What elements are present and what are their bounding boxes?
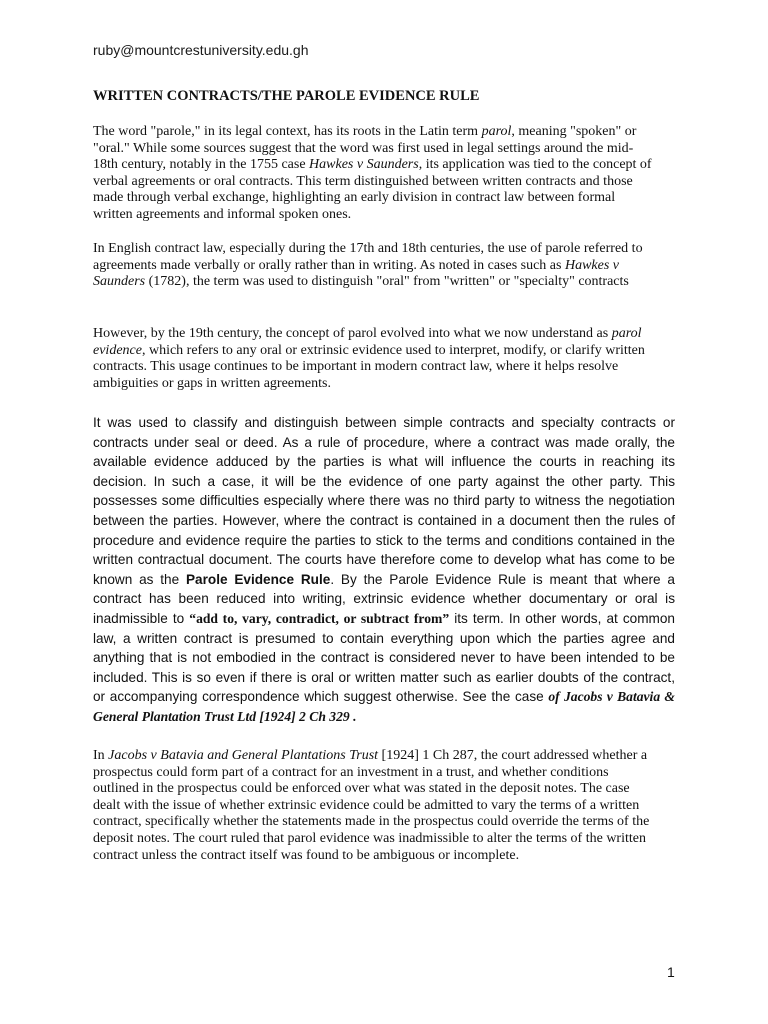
paragraph-parole-origin (93, 124, 653, 224)
text: its term. In other words, at common law, a written contract is presumed to contain everything upon which the parties agree and anything that is not embodied in the contract is considered never to have been intended to be included. This is so even if there is oral or written matter such as earlier doubts of the contract, or accompanying correspondence which suggest otherwise. See the case (93, 610, 675, 705)
text: [1924] 1 Ch 287, the court addressed whether a prospectus could form part of a contract for an investment in a trust, and whether conditions outlined in the prospectus could be enforced over what was stated in the deposit notes. The case dealt with the issue of whether extrinsic evidence could be admitted to vary the terms of a written contract, specifically whether the statements made in the prospectus could override the terms of the deposit notes. The court ruled that parol evidence was inadmissible to alter the terms of the written contract unless the contract itself was found to be ambiguous or incomplete. (93, 748, 650, 863)
paragraph-jacobs-case (93, 748, 653, 864)
paragraph-english-contract-law (93, 241, 653, 291)
paragraph-parole-evidence-rule (93, 413, 675, 727)
bold-quote: “add to, vary, contradict, or subtract from” (189, 610, 450, 626)
document-title: WRITTEN CONTRACTS/THE PAROLE EVIDENCE RULE (93, 88, 480, 104)
text: , which refers to any oral or extrinsic evidence used to interpret, modify, or clarify written contracts. This usage continues to be important in modern contract law, where it helps resolve ambiguities or gaps in written agreements. (93, 342, 645, 391)
text: , meaning "spoken" or "oral." While some sources suggest that the word was first used in legal settings around the mid-18th century, notably in the 1755 case (93, 124, 637, 173)
text: However, by the 19th century, the concept of parol evolved into what we now understand as (93, 326, 612, 341)
text: (1782), the term was used to distinguish "oral" from "written" or "specialty" contracts (145, 274, 629, 290)
case-name: Hawkes v Saunders (309, 157, 419, 173)
text: . By the Parole Evidence Rule is meant that where a contract has been reduced into writing, extrinsic evidence whether documentary or oral is inadmissible to (93, 571, 675, 626)
italic-term: parol (481, 124, 512, 139)
page-number: 1 (667, 964, 675, 980)
text: It was used to classify and distinguish between simple contracts and specialty contracts or contracts under seal or deed. As a rule of procedure, where a contract was made orally, the available evidence adduced by the parties is what will influence the courts in reaching its decision. In such a case, it will be the evidence of one party against the other party. This possesses some difficulties especially where there was no third party to witness the negotiation between the parties. However, where the contract is contained in a document then the rules of procedure and evidence require the parties to stick to the terms and conditions contained in the written contractual document. The courts have therefore come to develop what has come to be known as the (93, 415, 675, 587)
text: In (93, 748, 109, 763)
case-name: Hawkes v Saunders (93, 257, 620, 290)
case-citation: of Jacobs v Batavia & General Plantation Trust Ltd [1924] 2 Ch 329 . (93, 689, 675, 724)
italic-term: parol evidence (93, 326, 642, 358)
case-name: Jacobs v Batavia and General Plantations Trust (108, 748, 379, 763)
text: In English contract law, especially during the 17th and 18th centuries, the use of parole referred to agreements made verbally or orally rather than in writing. As noted in cases such as (93, 241, 643, 273)
header-email: ruby@mountcrestuniversity.edu.gh (93, 42, 309, 58)
bold-term: Parole Evidence Rule (185, 571, 331, 587)
text: The word "parole," in its legal context, has its roots in the Latin term (93, 124, 482, 139)
paragraph-parol-evidence (93, 326, 653, 392)
text: , its application was tied to the concept of verbal agreements or oral contracts. This term distinguished between written contracts and those made through verbal exchange, highlighting an early division in contract law between formal written agreements and informal spoken ones. (93, 157, 652, 222)
